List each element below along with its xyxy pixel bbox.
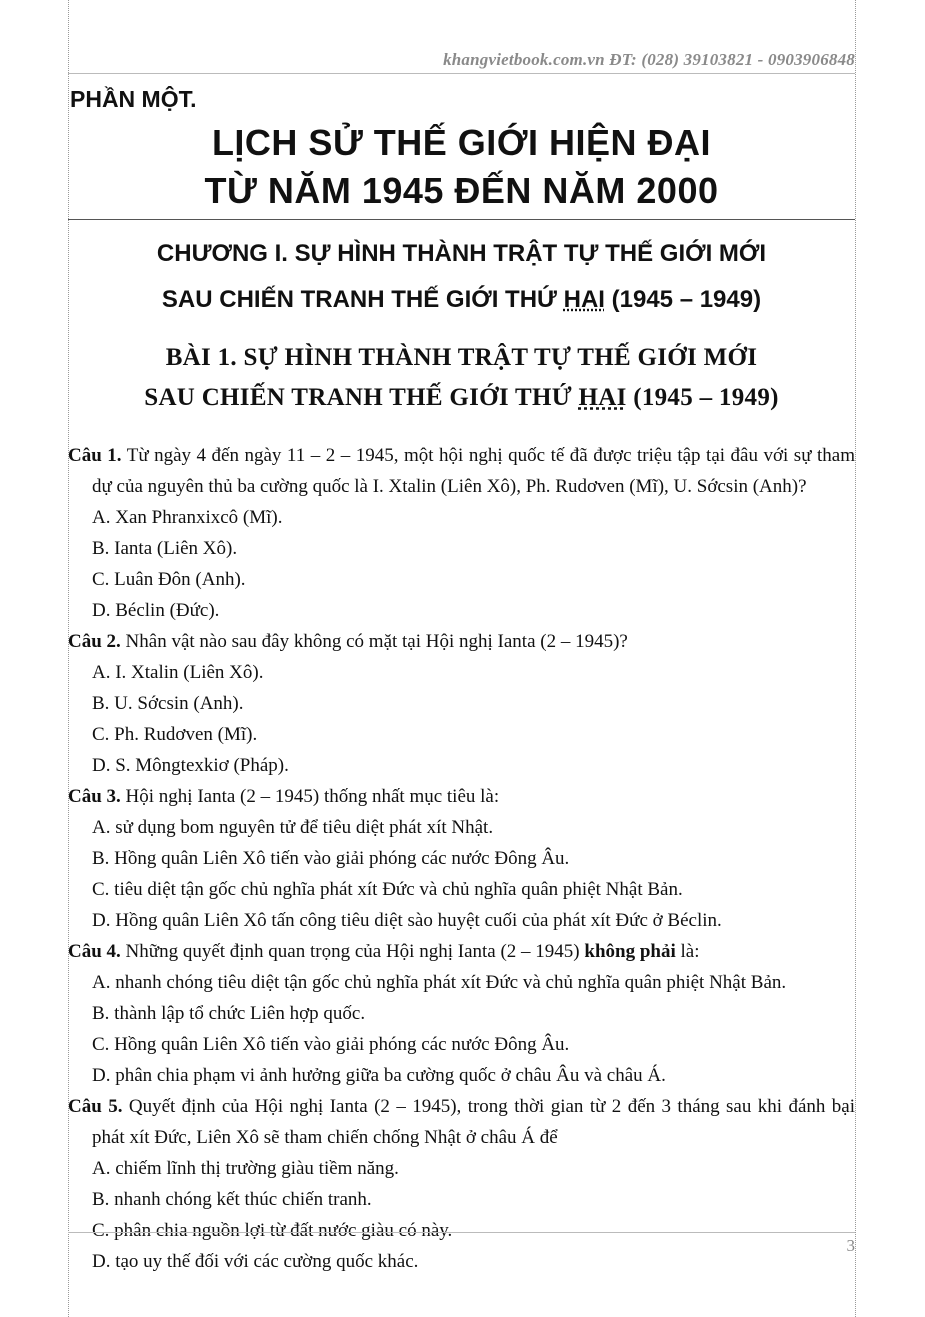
main-title-line1: LỊCH SỬ THẾ GIỚI HIỆN ĐẠI <box>211 122 712 163</box>
title-rule <box>68 219 855 220</box>
option-b: B. U. Sớcsin (Anh). <box>92 693 244 714</box>
question-number: Câu 2. <box>68 631 121 652</box>
question-emphasis: không phải <box>584 941 676 962</box>
chapter-line2-pre: SAU CHIẾN TRANH THẾ GIỚI THỨ <box>161 286 564 313</box>
header-rule <box>68 73 855 74</box>
footer-rule <box>68 1232 855 1233</box>
question-3 <box>68 781 855 812</box>
option-c: C. tiêu diệt tận gốc chủ nghĩa phát xít Đức và chủ nghĩa quân phiệt Nhật Bản. <box>92 879 683 900</box>
main-title-line2: TỪ NĂM 1945 ĐẾN NĂM 2000 <box>204 170 719 211</box>
lesson-line2-pre: SAU CHIẾN TRANH THẾ GIỚI THỨ <box>144 384 579 411</box>
question-4 <box>68 936 855 967</box>
option-b: B. thành lập tổ chức Liên hợp quốc. <box>92 1003 366 1024</box>
chapter-line2-post: (1945 – 1949) <box>604 286 762 313</box>
chapter-title-line1: CHƯƠNG I. SỰ HÌNH THÀNH TRẬT TỰ THẾ GIỚI MỚI <box>156 240 767 267</box>
option-d: D. S. Môngtexkiơ (Pháp). <box>92 755 289 776</box>
option-d: D. phân chia phạm vi ảnh hưởng giữa ba cường quốc ở châu Âu và châu Á. <box>92 1065 666 1086</box>
header-site: khangvietbook.com.vn <box>443 50 605 69</box>
lesson-line2-hai: HAI <box>578 384 627 411</box>
question-text-end: là: <box>675 941 700 962</box>
option-c: C. phân chia nguồn lợi từ đất nước giàu có này. <box>92 1220 453 1241</box>
question-number: Câu 3. <box>68 786 121 807</box>
option-a: A. Xan Phranxixcô (Mĩ). <box>92 507 283 528</box>
option-a: A. nhanh chóng tiêu diệt tận gốc chủ nghĩa phát xít Đức và chủ nghĩa quân phiệt Nhật Bản. <box>92 972 787 993</box>
question-number: Câu 4. <box>68 941 121 962</box>
option-b: B. Hồng quân Liên Xô tiến vào giải phóng các nước Đông Âu. <box>92 848 570 869</box>
question-5 <box>68 1091 855 1153</box>
question-1-options <box>68 502 855 626</box>
question-text: Hội nghị Ianta (2 – 1945) thống nhất mục tiêu là: <box>120 786 500 807</box>
option-d: D. tạo uy thế đối với các cường quốc khác. <box>92 1251 419 1272</box>
part-label: PHẦN MỘT. <box>70 86 197 112</box>
option-c: C. Luân Đôn (Anh). <box>92 569 246 590</box>
question-2 <box>68 626 855 657</box>
question-text: Nhân vật nào sau đây không có mặt tại Hội nghị Ianta (2 – 1945)? <box>120 631 628 652</box>
question-text: Từ ngày 4 đến ngày 11 – 2 – 1945, một hội nghị quốc tế đã được triệu tập tại đâu với sự tham dự của nguyên thủ ba cường quốc là I. Xtalin (Liên Xô), Ph. Rudơven (Mĩ), U. Sớcsin (Anh)? <box>92 445 855 497</box>
option-d: D. Béclin (Đức). <box>92 600 220 621</box>
question-text: Những quyết định quan trọng của Hội nghị Ianta (2 – 1945) <box>120 941 585 962</box>
question-number: Câu 1. <box>68 445 122 466</box>
option-a: A. chiếm lĩnh thị trường giàu tiềm năng. <box>92 1158 399 1179</box>
lesson-title-line2 <box>68 384 855 412</box>
page-header <box>443 50 855 70</box>
option-a: A. I. Xtalin (Liên Xô). <box>92 662 264 683</box>
lesson-line2-post: (1945 – 1949) <box>626 384 779 411</box>
question-text: Quyết định của Hội nghị Ianta (2 – 1945), trong thời gian từ 2 đến 3 tháng sau khi đánh bại phát xít Đức, Liên Xô sẽ tham chiến chống Nhật ở châu Á để <box>92 1096 855 1148</box>
question-1 <box>68 440 855 502</box>
question-list <box>68 440 855 1277</box>
lesson-title-line1: BÀI 1. SỰ HÌNH THÀNH TRẬT TỰ THẾ GIỚI MỚI <box>165 344 758 371</box>
question-2-options <box>68 657 855 781</box>
question-number: Câu 5. <box>68 1096 123 1117</box>
option-b: B. Ianta (Liên Xô). <box>92 538 238 559</box>
page-number: 3 <box>846 1236 855 1255</box>
header-contact: ĐT: (028) 39103821 - 0903906848 <box>609 50 855 69</box>
chapter-title-line2 <box>68 286 855 314</box>
option-c: C. Ph. Rudơven (Mĩ). <box>92 724 258 745</box>
option-b: B. nhanh chóng kết thúc chiến tranh. <box>92 1189 372 1210</box>
option-c: C. Hồng quân Liên Xô tiến vào giải phóng các nước Đông Âu. <box>92 1034 570 1055</box>
chapter-line2-hai: HAI <box>563 286 605 313</box>
right-margin-line <box>855 0 856 1317</box>
option-a: A. sử dụng bom nguyên tử để tiêu diệt phát xít Nhật. <box>92 817 494 838</box>
option-d: D. Hồng quân Liên Xô tấn công tiêu diệt sào huyệt cuối của phát xít Đức ở Béclin. <box>92 910 722 931</box>
